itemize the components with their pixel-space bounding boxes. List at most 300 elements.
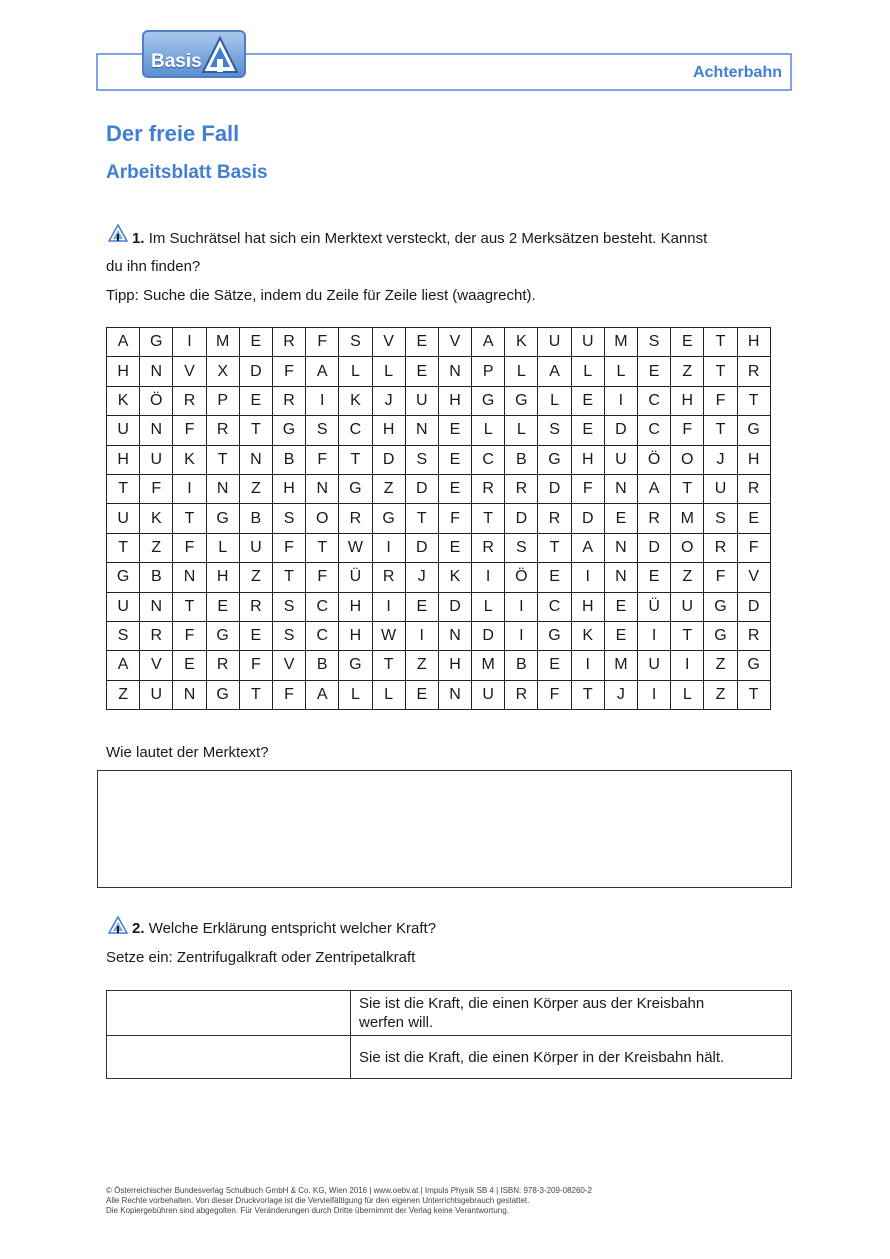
grid-cell: D <box>472 621 505 650</box>
grid-cell: G <box>737 651 770 680</box>
grid-cell: H <box>372 416 405 445</box>
force-table <box>106 990 792 1079</box>
footer <box>106 1186 806 1216</box>
grid-cell: S <box>704 504 737 533</box>
grid-cell: E <box>239 621 272 650</box>
grid-cell: U <box>107 504 140 533</box>
task1-tip: Tipp: Suche die Sätze, indem du Zeile für Zeile liest (waagrecht). <box>106 287 536 304</box>
grid-cell: A <box>538 357 571 386</box>
grid-cell: G <box>372 504 405 533</box>
grid-cell: G <box>206 504 239 533</box>
grid-cell: G <box>140 328 173 357</box>
grid-cell: F <box>140 474 173 503</box>
grid-cell: M <box>604 328 637 357</box>
grid-cell: R <box>206 651 239 680</box>
grid-cell: O <box>671 533 704 562</box>
grid-row <box>107 445 771 474</box>
grid-cell: J <box>372 386 405 415</box>
grid-cell: S <box>505 533 538 562</box>
grid-cell: B <box>505 651 538 680</box>
grid-cell: M <box>472 651 505 680</box>
grid-cell: B <box>272 445 305 474</box>
grid-cell: Z <box>671 357 704 386</box>
grid-cell: O <box>671 445 704 474</box>
page-title: Der freie Fall <box>106 121 240 146</box>
force-row <box>107 1036 792 1079</box>
grid-cell: B <box>505 445 538 474</box>
grid-cell: R <box>737 357 770 386</box>
grid-cell: V <box>737 563 770 592</box>
grid-cell: R <box>704 533 737 562</box>
grid-cell: G <box>704 621 737 650</box>
grid-cell: E <box>239 328 272 357</box>
grid-cell: H <box>737 445 770 474</box>
grid-cell: K <box>173 445 206 474</box>
grid-cell: L <box>339 357 372 386</box>
grid-cell: T <box>239 680 272 709</box>
force-description-line: Sie ist die Kraft, die einen Körper in der Kreisbahn hält. <box>359 1048 725 1066</box>
grid-row <box>107 386 771 415</box>
grid-cell: Z <box>107 680 140 709</box>
grid-cell: R <box>638 504 671 533</box>
grid-cell: K <box>438 563 471 592</box>
grid-cell: E <box>405 357 438 386</box>
task1-text-line2: du ihn finden? <box>106 258 201 275</box>
grid-cell: G <box>704 592 737 621</box>
grid-cell: I <box>505 621 538 650</box>
grid-cell: D <box>372 445 405 474</box>
grid-cell: N <box>306 474 339 503</box>
grid-cell: U <box>704 474 737 503</box>
grid-cell: X <box>206 357 239 386</box>
grid-cell: T <box>306 533 339 562</box>
grid-cell: L <box>671 680 704 709</box>
grid-cell: U <box>571 328 604 357</box>
grid-cell: J <box>405 563 438 592</box>
grid-cell: A <box>107 328 140 357</box>
grid-cell: R <box>272 328 305 357</box>
grid-cell: T <box>571 680 604 709</box>
grid-cell: H <box>438 651 471 680</box>
grid-cell: B <box>140 563 173 592</box>
force-row <box>107 991 792 1036</box>
grid-cell: R <box>505 680 538 709</box>
grid-cell: V <box>372 328 405 357</box>
grid-cell: K <box>505 328 538 357</box>
grid-cell: T <box>737 386 770 415</box>
force-description-cell <box>351 991 792 1036</box>
grid-cell: N <box>140 416 173 445</box>
grid-cell: H <box>339 621 372 650</box>
grid-cell: U <box>140 445 173 474</box>
grid-cell: T <box>538 533 571 562</box>
grid-cell: E <box>638 563 671 592</box>
grid-cell: U <box>671 592 704 621</box>
grid-cell: R <box>472 474 505 503</box>
grid-cell: R <box>206 416 239 445</box>
grid-cell: D <box>405 533 438 562</box>
grid-cell: D <box>505 504 538 533</box>
grid-row <box>107 357 771 386</box>
page-subtitle: Arbeitsblatt Basis <box>106 162 268 183</box>
grid-cell: N <box>173 680 206 709</box>
grid-cell: W <box>372 621 405 650</box>
grid-cell: F <box>704 386 737 415</box>
grid-cell: N <box>173 563 206 592</box>
grid-cell: E <box>571 386 604 415</box>
answer-box[interactable] <box>97 770 792 888</box>
grid-cell: E <box>604 504 637 533</box>
grid-cell: K <box>571 621 604 650</box>
grid-cell: R <box>173 386 206 415</box>
grid-cell: U <box>638 651 671 680</box>
grid-cell: H <box>671 386 704 415</box>
grid-cell: F <box>671 416 704 445</box>
grid-cell: I <box>173 328 206 357</box>
grid-cell: H <box>571 592 604 621</box>
grid-cell: R <box>239 592 272 621</box>
grid-cell: E <box>438 445 471 474</box>
grid-cell: Ü <box>638 592 671 621</box>
grid-cell: Z <box>239 474 272 503</box>
grid-cell: L <box>505 416 538 445</box>
grid-cell: T <box>339 445 372 474</box>
grid-cell: A <box>306 680 339 709</box>
grid-cell: E <box>206 592 239 621</box>
grid-cell: H <box>438 386 471 415</box>
grid-cell: G <box>472 386 505 415</box>
task1-text <box>106 225 786 281</box>
footer-line: Alle Rechte vorbehalten. Von dieser Druckvorlage ist die Vervielfältigung für den eigenen Unterrichtsgebrauch gestattet. <box>106 1196 530 1205</box>
grid-cell: N <box>438 621 471 650</box>
grid-cell: T <box>107 474 140 503</box>
grid-cell: W <box>339 533 372 562</box>
grid-cell: E <box>571 416 604 445</box>
task2-text <box>106 915 786 943</box>
grid-cell: I <box>372 592 405 621</box>
grid-cell: Z <box>704 680 737 709</box>
grid-cell: S <box>272 504 305 533</box>
grid-cell: I <box>638 680 671 709</box>
grid-cell: T <box>372 651 405 680</box>
grid-cell: D <box>239 357 272 386</box>
grid-cell: G <box>272 416 305 445</box>
grid-cell: F <box>704 563 737 592</box>
grid-cell: I <box>173 474 206 503</box>
grid-cell: I <box>306 386 339 415</box>
grid-cell: G <box>538 621 571 650</box>
grid-cell: E <box>671 328 704 357</box>
force-description-line: werfen will. <box>359 1014 434 1031</box>
grid-cell: N <box>438 357 471 386</box>
grid-cell: D <box>438 592 471 621</box>
grid-cell: M <box>671 504 704 533</box>
grid-cell: R <box>372 563 405 592</box>
grid-row <box>107 651 771 680</box>
grid-cell: E <box>405 592 438 621</box>
grid-cell: E <box>538 563 571 592</box>
grid-cell: U <box>107 416 140 445</box>
grid-cell: Z <box>140 533 173 562</box>
grid-cell: F <box>272 357 305 386</box>
grid-cell: I <box>571 651 604 680</box>
grid-cell: L <box>505 357 538 386</box>
grid-cell: U <box>107 592 140 621</box>
grid-cell: F <box>538 680 571 709</box>
grid-cell: N <box>405 416 438 445</box>
force-description-cell <box>351 1036 792 1079</box>
grid-cell: C <box>638 416 671 445</box>
grid-cell: K <box>140 504 173 533</box>
grid-cell: A <box>638 474 671 503</box>
grid-cell: E <box>438 474 471 503</box>
grid-cell: H <box>272 474 305 503</box>
force-answer-cell[interactable] <box>107 991 351 1036</box>
grid-cell: G <box>339 474 372 503</box>
grid-cell: C <box>638 386 671 415</box>
triangle-logo-icon <box>200 35 240 75</box>
grid-cell: E <box>173 651 206 680</box>
grid-row <box>107 563 771 592</box>
grid-cell: D <box>604 416 637 445</box>
task1-question: Wie lautet der Merktext? <box>106 744 269 761</box>
grid-cell: F <box>438 504 471 533</box>
grid-cell: N <box>604 533 637 562</box>
grid-cell: E <box>604 621 637 650</box>
grid-cell: M <box>604 651 637 680</box>
grid-cell: G <box>505 386 538 415</box>
grid-cell: T <box>704 416 737 445</box>
grid-cell: A <box>107 651 140 680</box>
grid-cell: U <box>472 680 505 709</box>
grid-cell: I <box>604 386 637 415</box>
force-description-line: Sie ist die Kraft, die einen Körper aus der Kreisbahn <box>359 995 705 1012</box>
grid-cell: J <box>704 445 737 474</box>
grid-cell: N <box>604 474 637 503</box>
grid-cell: F <box>239 651 272 680</box>
task2-number: 2. <box>132 920 145 937</box>
grid-cell: A <box>571 533 604 562</box>
grid-cell: Ö <box>140 386 173 415</box>
grid-cell: P <box>206 386 239 415</box>
grid-cell: N <box>604 563 637 592</box>
grid-cell: I <box>405 621 438 650</box>
grid-cell: U <box>405 386 438 415</box>
grid-cell: L <box>538 386 571 415</box>
grid-cell: M <box>206 328 239 357</box>
grid-cell: D <box>737 592 770 621</box>
grid-cell: D <box>405 474 438 503</box>
grid-cell: I <box>671 651 704 680</box>
grid-cell: J <box>604 680 637 709</box>
grid-cell: F <box>737 533 770 562</box>
grid-cell: D <box>571 504 604 533</box>
word-search-grid <box>106 327 771 710</box>
header-title: Achterbahn <box>693 64 782 81</box>
grid-cell: U <box>239 533 272 562</box>
grid-cell: I <box>638 621 671 650</box>
task2-question: Welche Erklärung entspricht welcher Kraft? <box>148 920 437 937</box>
grid-cell: T <box>173 504 206 533</box>
grid-cell: Z <box>671 563 704 592</box>
grid-cell: T <box>173 592 206 621</box>
grid-cell: G <box>339 651 372 680</box>
grid-cell: R <box>140 621 173 650</box>
grid-cell: V <box>272 651 305 680</box>
grid-cell: E <box>737 504 770 533</box>
grid-cell: U <box>140 680 173 709</box>
grid-cell: G <box>206 680 239 709</box>
grid-cell: Z <box>239 563 272 592</box>
grid-cell: Ö <box>638 445 671 474</box>
task1-number: 1. <box>132 230 145 247</box>
grid-cell: E <box>604 592 637 621</box>
grid-cell: H <box>571 445 604 474</box>
grid-cell: R <box>505 474 538 503</box>
grid-cell: L <box>372 357 405 386</box>
grid-cell: T <box>671 474 704 503</box>
grid-cell: B <box>239 504 272 533</box>
grid-cell: T <box>671 621 704 650</box>
grid-row <box>107 592 771 621</box>
grid-cell: E <box>239 386 272 415</box>
grid-cell: F <box>173 533 206 562</box>
grid-cell: C <box>306 592 339 621</box>
grid-cell: F <box>571 474 604 503</box>
grid-cell: F <box>272 533 305 562</box>
grid-cell: R <box>339 504 372 533</box>
force-answer-cell[interactable] <box>107 1036 351 1079</box>
grid-cell: P <box>472 357 505 386</box>
grid-row <box>107 504 771 533</box>
grid-cell: G <box>107 563 140 592</box>
grid-cell: E <box>438 533 471 562</box>
grid-cell: N <box>140 592 173 621</box>
grid-cell: H <box>737 328 770 357</box>
grid-cell: G <box>206 621 239 650</box>
grid-cell: L <box>472 416 505 445</box>
grid-cell: N <box>206 474 239 503</box>
grid-cell: S <box>538 416 571 445</box>
grid-cell: L <box>206 533 239 562</box>
grid-cell: H <box>107 357 140 386</box>
grid-cell: D <box>538 474 571 503</box>
grid-cell: R <box>472 533 505 562</box>
grid-cell: F <box>272 680 305 709</box>
grid-cell: E <box>438 416 471 445</box>
grid-cell: H <box>206 563 239 592</box>
grid-cell: N <box>140 357 173 386</box>
grid-row <box>107 474 771 503</box>
grid-cell: V <box>173 357 206 386</box>
grid-cell: T <box>107 533 140 562</box>
grid-cell: N <box>438 680 471 709</box>
grid-cell: B <box>306 651 339 680</box>
grid-cell: C <box>538 592 571 621</box>
grid-cell: I <box>571 563 604 592</box>
grid-cell: S <box>306 416 339 445</box>
grid-cell: O <box>306 504 339 533</box>
grid-cell: T <box>704 357 737 386</box>
grid-cell: R <box>538 504 571 533</box>
grid-cell: E <box>638 357 671 386</box>
grid-cell: S <box>272 592 305 621</box>
grid-cell: H <box>107 445 140 474</box>
grid-row <box>107 328 771 357</box>
grid-cell: R <box>737 474 770 503</box>
grid-cell: V <box>438 328 471 357</box>
grid-cell: L <box>604 357 637 386</box>
grid-cell: V <box>140 651 173 680</box>
grid-cell: T <box>737 680 770 709</box>
grid-row <box>107 416 771 445</box>
grid-cell: N <box>239 445 272 474</box>
grid-cell: S <box>339 328 372 357</box>
grid-cell: E <box>538 651 571 680</box>
grid-cell: F <box>173 621 206 650</box>
grid-cell: T <box>239 416 272 445</box>
basis-logo <box>142 30 246 78</box>
grid-cell: S <box>272 621 305 650</box>
grid-cell: C <box>472 445 505 474</box>
grid-cell: A <box>472 328 505 357</box>
grid-cell: Z <box>704 651 737 680</box>
grid-cell: T <box>472 504 505 533</box>
grid-cell: L <box>339 680 372 709</box>
grid-row <box>107 621 771 650</box>
grid-cell: Ü <box>339 563 372 592</box>
grid-cell: U <box>604 445 637 474</box>
grid-cell: D <box>638 533 671 562</box>
grid-cell: H <box>339 592 372 621</box>
grid-cell: U <box>538 328 571 357</box>
task2-instruction: Setze ein: Zentrifugalkraft oder Zentripetalkraft <box>106 949 416 966</box>
grid-cell: R <box>272 386 305 415</box>
grid-cell: I <box>472 563 505 592</box>
grid-cell: L <box>372 680 405 709</box>
grid-cell: E <box>405 680 438 709</box>
grid-cell: Ö <box>505 563 538 592</box>
grid-cell: C <box>339 416 372 445</box>
grid-row <box>107 680 771 709</box>
logo-text: Basis <box>151 51 202 72</box>
footer-line: Die Kopiergebühren sind abgegolten. Für Veränderungen durch Dritte übernimmt der Verlag keine Verantwortung. <box>106 1206 509 1215</box>
grid-cell: F <box>306 445 339 474</box>
grid-cell: F <box>306 328 339 357</box>
grid-cell: S <box>107 621 140 650</box>
grid-cell: R <box>737 621 770 650</box>
grid-cell: Z <box>405 651 438 680</box>
grid-cell: T <box>704 328 737 357</box>
grid-cell: S <box>638 328 671 357</box>
grid-cell: T <box>272 563 305 592</box>
grid-cell: L <box>571 357 604 386</box>
footer-line: © Österreichischer Bundesverlag Schulbuch GmbH & Co. KG, Wien 2016 | www.oebv.at | Impuls Physik SB 4 | ISBN: 978-3-209-08260-2 <box>106 1186 592 1195</box>
grid-cell: E <box>405 328 438 357</box>
grid-cell: K <box>107 386 140 415</box>
grid-row <box>107 533 771 562</box>
grid-cell: F <box>173 416 206 445</box>
grid-cell: T <box>206 445 239 474</box>
grid-cell: A <box>306 357 339 386</box>
grid-cell: K <box>339 386 372 415</box>
grid-cell: G <box>737 416 770 445</box>
task1-text-line1: Im Suchrätsel hat sich ein Merktext versteckt, der aus 2 Merksätzen besteht. Kannst <box>148 230 708 247</box>
grid-cell: I <box>372 533 405 562</box>
grid-cell: G <box>538 445 571 474</box>
grid-cell: Z <box>372 474 405 503</box>
grid-cell: I <box>505 592 538 621</box>
